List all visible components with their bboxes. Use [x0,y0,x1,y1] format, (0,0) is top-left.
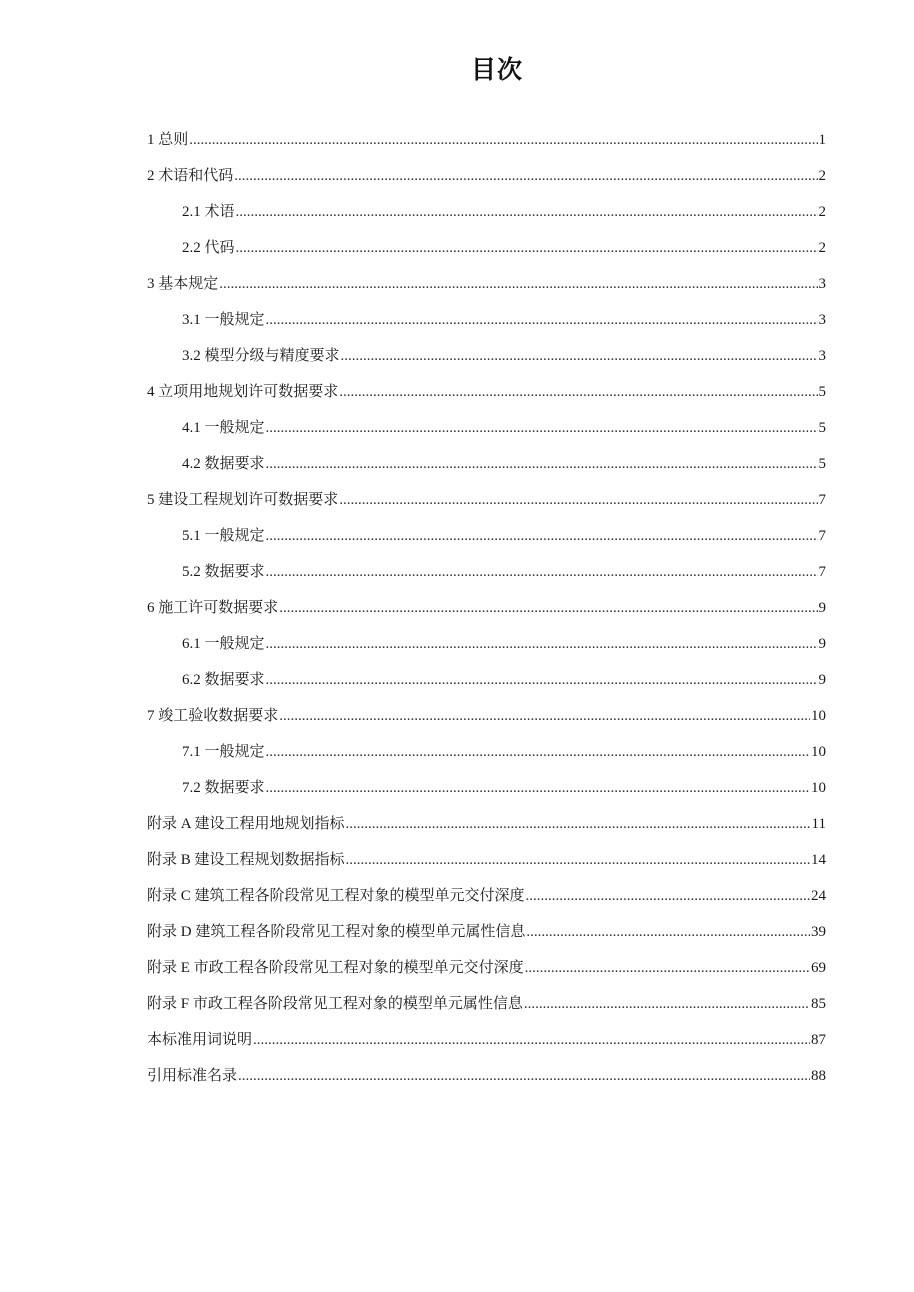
toc-leader-dots [219,266,817,302]
toc-entry-label: 4.2 数据要求 [182,456,265,472]
toc-entry-label: 2.1 术语 [182,204,235,220]
toc-leader-dots [279,590,817,626]
toc-entry-page: 9 [818,636,826,652]
toc-entry-page: 2 [818,168,826,184]
toc-entry-page: 11 [811,816,826,832]
toc-leader-dots [238,1058,810,1094]
toc-entry-label: 5.1 一般规定 [182,528,265,544]
toc-subentry[interactable] [147,230,826,266]
toc-entry[interactable] [147,374,826,410]
toc-leader-dots [266,626,818,662]
toc-entry-page: 39 [811,924,826,940]
toc-leader-dots [266,518,818,554]
toc-entry-page: 3 [818,312,826,328]
toc-entry-page: 1 [818,132,826,148]
toc-entry-page: 7 [818,564,826,580]
toc-entry[interactable] [147,482,826,518]
toc-subentry[interactable] [147,518,826,554]
toc-entry-label: 4.1 一般规定 [182,420,265,436]
toc-subentry[interactable] [147,338,826,374]
toc-entry[interactable] [147,1022,826,1058]
toc-entry[interactable] [147,590,826,626]
toc-entry-label: 3 基本规定 [147,276,219,292]
toc-leader-dots [253,1022,810,1058]
toc-entry-label: 引用标准名录 [147,1068,238,1084]
toc-entry-page: 7 [818,492,826,508]
toc-leader-dots [339,482,817,518]
toc-entry-label: 4 立项用地规划许可数据要求 [147,384,339,400]
toc-entry[interactable] [147,158,826,194]
table-of-contents [147,122,826,1094]
toc-entry-label: 6 施工许可数据要求 [147,600,279,616]
toc-entry-page: 9 [818,600,826,616]
toc-subentry[interactable] [147,662,826,698]
toc-entry-label: 本标准用词说明 [147,1032,253,1048]
toc-entry-label: 5.2 数据要求 [182,564,265,580]
toc-entry[interactable] [147,266,826,302]
toc-entry-label: 6.1 一般规定 [182,636,265,652]
toc-entry-label: 3.2 模型分级与精度要求 [182,348,340,364]
toc-entry-label: 附录 A 建设工程用地规划指标 [147,816,345,832]
toc-subentry[interactable] [147,410,826,446]
toc-entry-label: 7.1 一般规定 [182,744,265,760]
toc-leader-dots [524,986,810,1022]
toc-entry-label: 附录 D 建筑工程各阶段常见工程对象的模型单元属性信息 [147,924,526,940]
toc-entry-page: 5 [818,384,826,400]
toc-entry-label: 附录 E 市政工程各阶段常见工程对象的模型单元交付深度 [147,960,524,976]
toc-entry-label: 7.2 数据要求 [182,780,265,796]
toc-leader-dots [236,194,818,230]
toc-leader-dots [266,302,818,338]
toc-leader-dots [341,338,818,374]
toc-entry-label: 5 建设工程规划许可数据要求 [147,492,339,508]
toc-entry-page: 87 [811,1032,826,1048]
toc-entry[interactable] [147,1058,826,1094]
toc-entry-page: 5 [818,420,826,436]
toc-entry-label: 6.2 数据要求 [182,672,265,688]
toc-leader-dots [279,698,810,734]
toc-leader-dots [266,770,810,806]
toc-entry-page: 2 [818,240,826,256]
toc-entry-page: 3 [818,276,826,292]
toc-subentry[interactable] [147,446,826,482]
toc-entry[interactable] [147,842,826,878]
toc-leader-dots [526,914,810,950]
toc-leader-dots [266,446,818,482]
toc-entry[interactable] [147,914,826,950]
toc-entry[interactable] [147,950,826,986]
toc-entry[interactable] [147,122,826,158]
toc-leader-dots [266,410,818,446]
toc-subentry[interactable] [147,626,826,662]
toc-entry-label: 2 术语和代码 [147,168,234,184]
toc-leader-dots [266,734,810,770]
toc-entry-label: 2.2 代码 [182,240,235,256]
toc-entry-label: 7 竣工验收数据要求 [147,708,279,724]
toc-entry-label: 3.1 一般规定 [182,312,265,328]
toc-entry-page: 88 [811,1068,826,1084]
toc-entry-page: 7 [818,528,826,544]
toc-entry-page: 3 [818,348,826,364]
toc-entry-page: 5 [818,456,826,472]
toc-leader-dots [189,122,817,158]
toc-entry-label: 1 总则 [147,132,189,148]
toc-subentry[interactable] [147,770,826,806]
toc-entry-label: 附录 F 市政工程各阶段常见工程对象的模型单元属性信息 [147,996,523,1012]
toc-entry-page: 85 [811,996,826,1012]
toc-leader-dots [339,374,817,410]
toc-entry-page: 69 [811,960,826,976]
toc-entry-page: 10 [811,708,826,724]
toc-entry-page: 2 [818,204,826,220]
toc-entry-page: 24 [811,888,826,904]
toc-entry-page: 9 [818,672,826,688]
toc-subentry[interactable] [147,734,826,770]
toc-entry-label: 附录 C 建筑工程各阶段常见工程对象的模型单元交付深度 [147,888,525,904]
toc-entry[interactable] [147,986,826,1022]
toc-entry-page: 10 [811,744,826,760]
toc-entry-label: 附录 B 建设工程规划数据指标 [147,852,345,868]
toc-leader-dots [346,842,810,878]
toc-leader-dots [525,950,810,986]
toc-leader-dots [234,158,817,194]
toc-entry[interactable] [147,878,826,914]
toc-leader-dots [266,662,818,698]
toc-subentry[interactable] [147,302,826,338]
toc-subentry[interactable] [147,554,826,590]
toc-entry-page: 10 [811,780,826,796]
toc-subentry[interactable] [147,194,826,230]
page-title: 目次 [470,55,523,84]
toc-leader-dots [526,878,810,914]
toc-leader-dots [236,230,818,266]
toc-entry[interactable] [147,806,826,842]
toc-entry[interactable] [147,698,826,734]
toc-entry-page: 14 [811,852,826,868]
toc-leader-dots [266,554,818,590]
toc-leader-dots [346,806,811,842]
